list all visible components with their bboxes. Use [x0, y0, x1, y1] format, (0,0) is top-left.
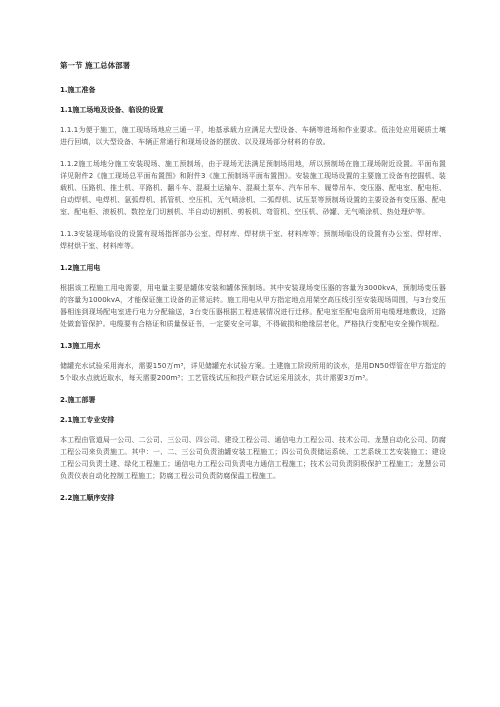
section-heading-preparation: 1.施工准备 [60, 86, 96, 94]
document-page [60, 60, 446, 512]
subsection-heading-water: 1.3施工用水 [60, 342, 101, 350]
subsection-heading-specialty: 2.1施工专业安排 [60, 416, 115, 424]
section-heading-deployment: 2.施工部署 [60, 396, 96, 404]
subsection-heading-power: 1.2施工用电 [60, 264, 101, 272]
paragraph-1-1-2: 1.1.2施工场地分施工安装现场、施工预制场，由于现场无法满足预制场用地，所以预制场在施工现场附近设置。平面布置详见附件2《施工现场总平面布置图》和附件3《施工预制场平面布置图》。安装施工现场设置的主要施工设备有挖掘机、装载机、压路机、推土机、平路机、翻斗车、混凝土运输车、混凝土泵车、汽车吊车、履带吊车、变压器、配电室、配电柜、自动焊机、电焊机、氩弧焊机、抓管机、空压机、无气喷涂机、二弧焊机、试压泵等预制场设置的主要设备有变压器、配电室、配电柜、滚板机、数控龙门切割机、半自动切割机、剪板机、弯管机、空压机、砂罐、无气喷涂机、热处理炉等。 [60, 160, 446, 216]
document-title: 第一节 施工总体部署 [60, 61, 131, 70]
paragraph-specialty: 本工程由管道局一公司、二公司、三公司、四公司、建设工程公司、通信电力工程公司、技术公司、龙慧自动化公司、防腐工程公司来负责施工。其中：一、二、三公司负责油罐安装工程施工；四公司负责储运系统、工艺系统工艺安装施工；建设工程公司负责土建、绿化工程施工；通信电力工程公司负责电力通信工程施工；技术公司负责阴极保护工程施工；龙慧公司负责仪表自动化控制工程施工；防腐工程公司负责防腐保温工程施工。 [60, 436, 446, 480]
subsection-heading-sequence: 2.2施工顺序安排 [60, 494, 115, 502]
paragraph-water: 储罐充水试验采用海水，需要150万m³，详见储罐充水试验方案。土建施工阶段所用的淡水，是用DN50焊管在甲方指定的5个取水点就近取水，每天需要200m³；工艺管线试压和投产联合试运采用淡水，共计需要3万m³。 [60, 362, 446, 382]
paragraph-power: 根据该工程施工用电需要，用电量主要是罐体安装和罐体预制场。其中安装现场变压器的容量为3000kvA，预制场变压器的容量为1000kvA，才能保证施工设备的正常运转。施工用电从甲方指定地点用架空高压线引至安装现场周围，与3台变压器相连到现场配电室进行电力分配输送，3台变压器根据工程进展情况进行迁移。配电室至配电盘所用电缆埋地敷设，过路处做套管保护。电缆要有合格证和质量保证书，一定要安全可靠，不得破损和绝缘层老化，严格执行变配电安全操作规程。 [60, 284, 446, 328]
subsection-heading-site-setup: 1.1施工场地及设备、临设的设置 [60, 106, 164, 114]
paragraph-1-1-1: 1.1.1为便于施工，施工现场场地应三通一平，地基承载力应满足大型设备、车辆等进场和作业要求。低洼处应用硬质土壤进行回填，以大型设备、车辆正常通行和现场设备的摆放、以及现场部分材料的存放。 [60, 126, 446, 146]
paragraph-1-1-3: 1.1.3安装现场临设的设置有现场指挥部办公室、焊材库、焊材烘干室、材料库等；预制场临设的设置有办公室、焊材库、焊材烘干室、材料库等。 [60, 230, 446, 250]
